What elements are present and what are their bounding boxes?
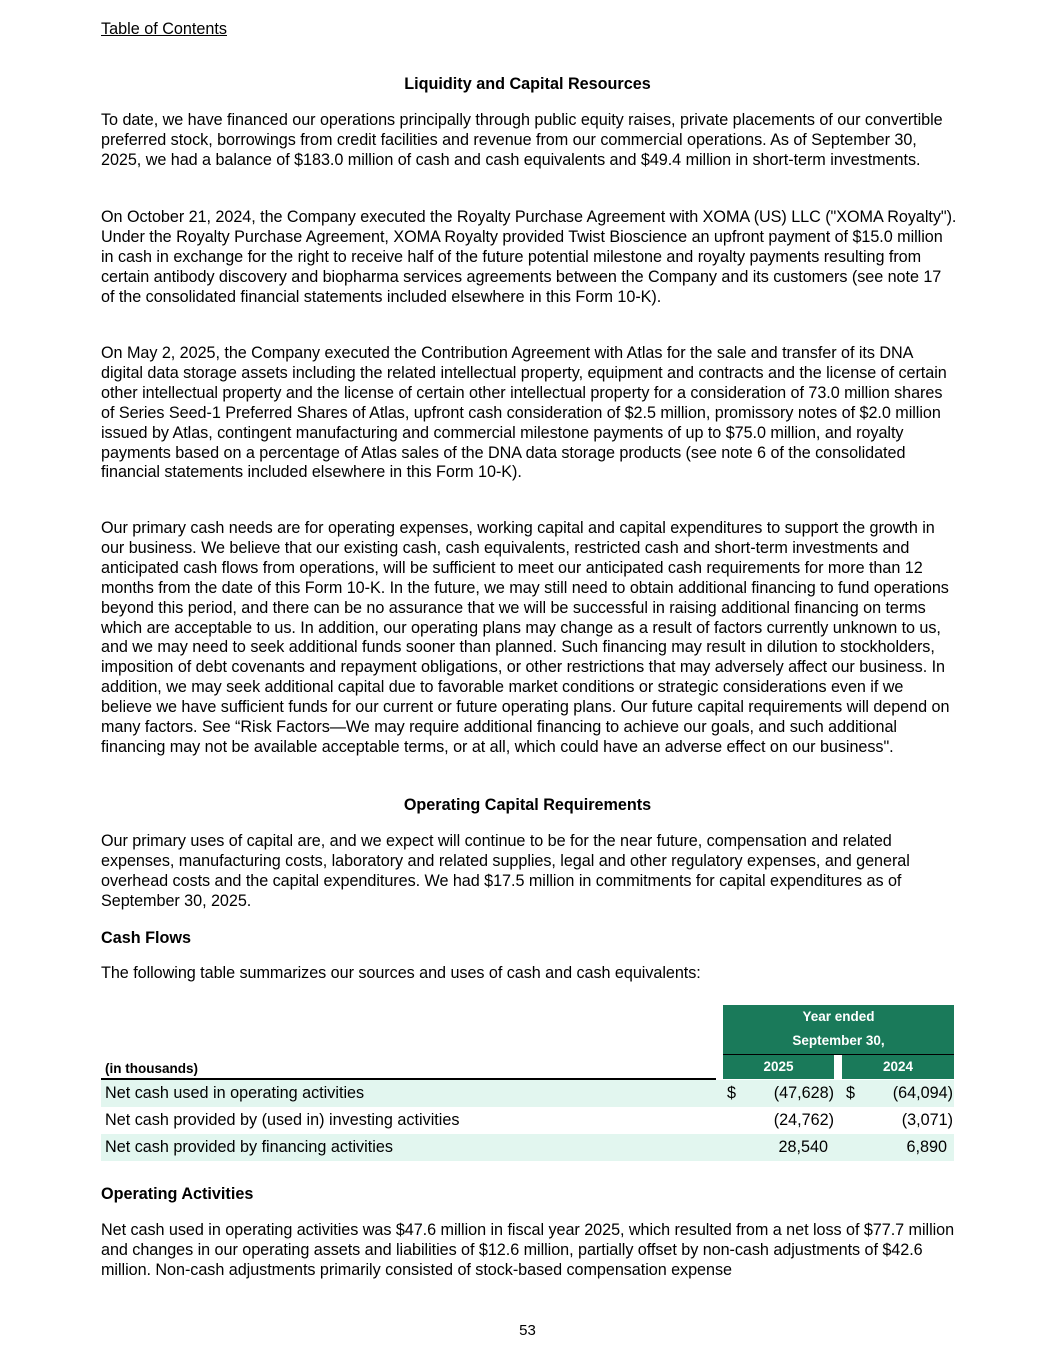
paragraph-operating-activities: Net cash used in operating activities was $47.6 million in fiscal year 2025, which resulted from a net loss of $77.7 million and changes in our operating assets and liabilities of $12.6 million, partially offset by non-cash adjustments of $42.6 million. Non-cash adjustments primarily consisted of stock-based compensation expense	[101, 1221, 955, 1279]
units-label: (in thousands)	[105, 1061, 198, 1076]
row-label: Net cash provided by financing activities	[105, 1138, 393, 1156]
section-title-liquidity: Liquidity and Capital Resources	[404, 75, 651, 93]
paragraph-cash-needs: Our primary cash needs are for operating expenses, working capital and capital expenditures to support the growth in our business. We believe that our existing cash, cash equivalents, restricted cash and short-term investments and anticipated cash flows from operations, will be sufficient to meet our anticipated cash requirements for more than 12 months from the date of this Form 10-K. In the future, we may still need to obtain additional financing to fund operations beyond this period, and there can be no assurance that we will be successful in raising additional financing on terms which are acceptable to us. In addition, our operating plans may change as a result of factors currently unknown to us, and we may need to seek additional funds sooner than planned. Such financing may result in dilution to stockholders, imposition of debt covenants and repayment obligations, or other restrictions that may adversely affect our business. In addition, we may seek additional capital due to favorable market conditions or strategic considerations even if we believe we have sufficient funds for our current or future operating plans. Our future capital requirements will depend on many factors. See “Risk Factors—We may require additional financing to achieve our goals, and such additional financing may not be available acceptable terms, or at all, which could have an adverse effect on our business".	[101, 519, 950, 756]
header-september-label: September 30,	[792, 1033, 885, 1048]
currency-symbol: $	[727, 1084, 737, 1102]
page-number: 53	[519, 1322, 536, 1339]
row-label: Net cash provided by (used in) investing activities	[105, 1111, 460, 1129]
value-2025: (47,628)	[773, 1084, 834, 1102]
paragraph-operating-capital: Our primary uses of capital are, and we expect will continue to be for the near future, compensation and related expenses, manufacturing costs, laboratory and related supplies, legal and other regulatory expenses, and general overhead costs and the capital expenditures. We had $17.5 million in commitments for capital expenditures as of September 30, 2025.	[101, 832, 910, 910]
table-row	[101, 1134, 954, 1161]
section-title-cash-flows: Cash Flows	[101, 929, 191, 947]
value-2025: (24,762)	[773, 1111, 834, 1129]
paragraph-xoma-agreement: On October 21, 2024, the Company executed the Royalty Purchase Agreement with XOMA (US) LLC ("XOMA Royalty"). Under the Royalty Purchase Agreement, XOMA Royalty provided Twist Bioscience an upfront payment of $15.0 million in cash in exchange for the right to receive half of the future potential milestone and royalty payments resulting from certain antibody discovery and biopharma services agreements between the Company and its customers (see note 17 of the consolidated financial statements included elsewhere in this Form 10-K).	[101, 208, 957, 306]
column-header-2024: 2024	[842, 1055, 954, 1079]
section-title-operating-capital: Operating Capital Requirements	[403, 796, 652, 814]
header-year-ended-label: Year ended	[802, 1009, 875, 1024]
currency-symbol: $	[846, 1084, 856, 1102]
table-of-contents-link[interactable]: Table of Contents	[101, 20, 227, 38]
value-2024: (3,071)	[901, 1111, 953, 1129]
paragraph-atlas-agreement: On May 2, 2025, the Company executed the Contribution Agreement with Atlas for the sale and transfer of its DNA digital data storage assets including the related intellectual property, equipment and contracts and the license of certain other intellectual property and the license of certain other intellectual property for a consideration of 73.0 million shares of Series Seed-1 Preferred Shares of Atlas, upfront cash consideration of $2.5 million, promissory notes of $2.0 million issued by Atlas, contingent manufacturing and commercial milestone payments of up to $75.0 million, and royalty payments based on a percentage of Atlas sales of the DNA data storage products (see note 6 of the consolidated financial statements included elsewhere in this Form 10-K).	[101, 344, 947, 482]
row-label: Net cash used in operating activities	[105, 1084, 365, 1102]
table-row	[101, 1080, 954, 1107]
table-header-year-ended	[723, 1005, 954, 1055]
paragraph-cash-flows-intro: The following table summarizes our sources and uses of cash and cash equivalents:	[101, 964, 701, 982]
table-row	[101, 1107, 954, 1134]
column-header-2025: 2025	[723, 1055, 834, 1079]
value-2024: (64,094)	[892, 1084, 953, 1102]
value-2024: 6,890	[906, 1138, 947, 1156]
value-2025: 28,540	[778, 1138, 828, 1156]
paragraph-liquidity-intro: To date, we have financed our operations principally through public equity raises, private placements of our convertible preferred stock, borrowings from credit facilities and revenue from our commercial operations. As of September 30, 2025, we had a balance of $183.0 million of cash and cash equivalents and $49.4 million in short-term investments.	[101, 111, 943, 169]
section-title-operating-activities: Operating Activities	[101, 1185, 254, 1203]
